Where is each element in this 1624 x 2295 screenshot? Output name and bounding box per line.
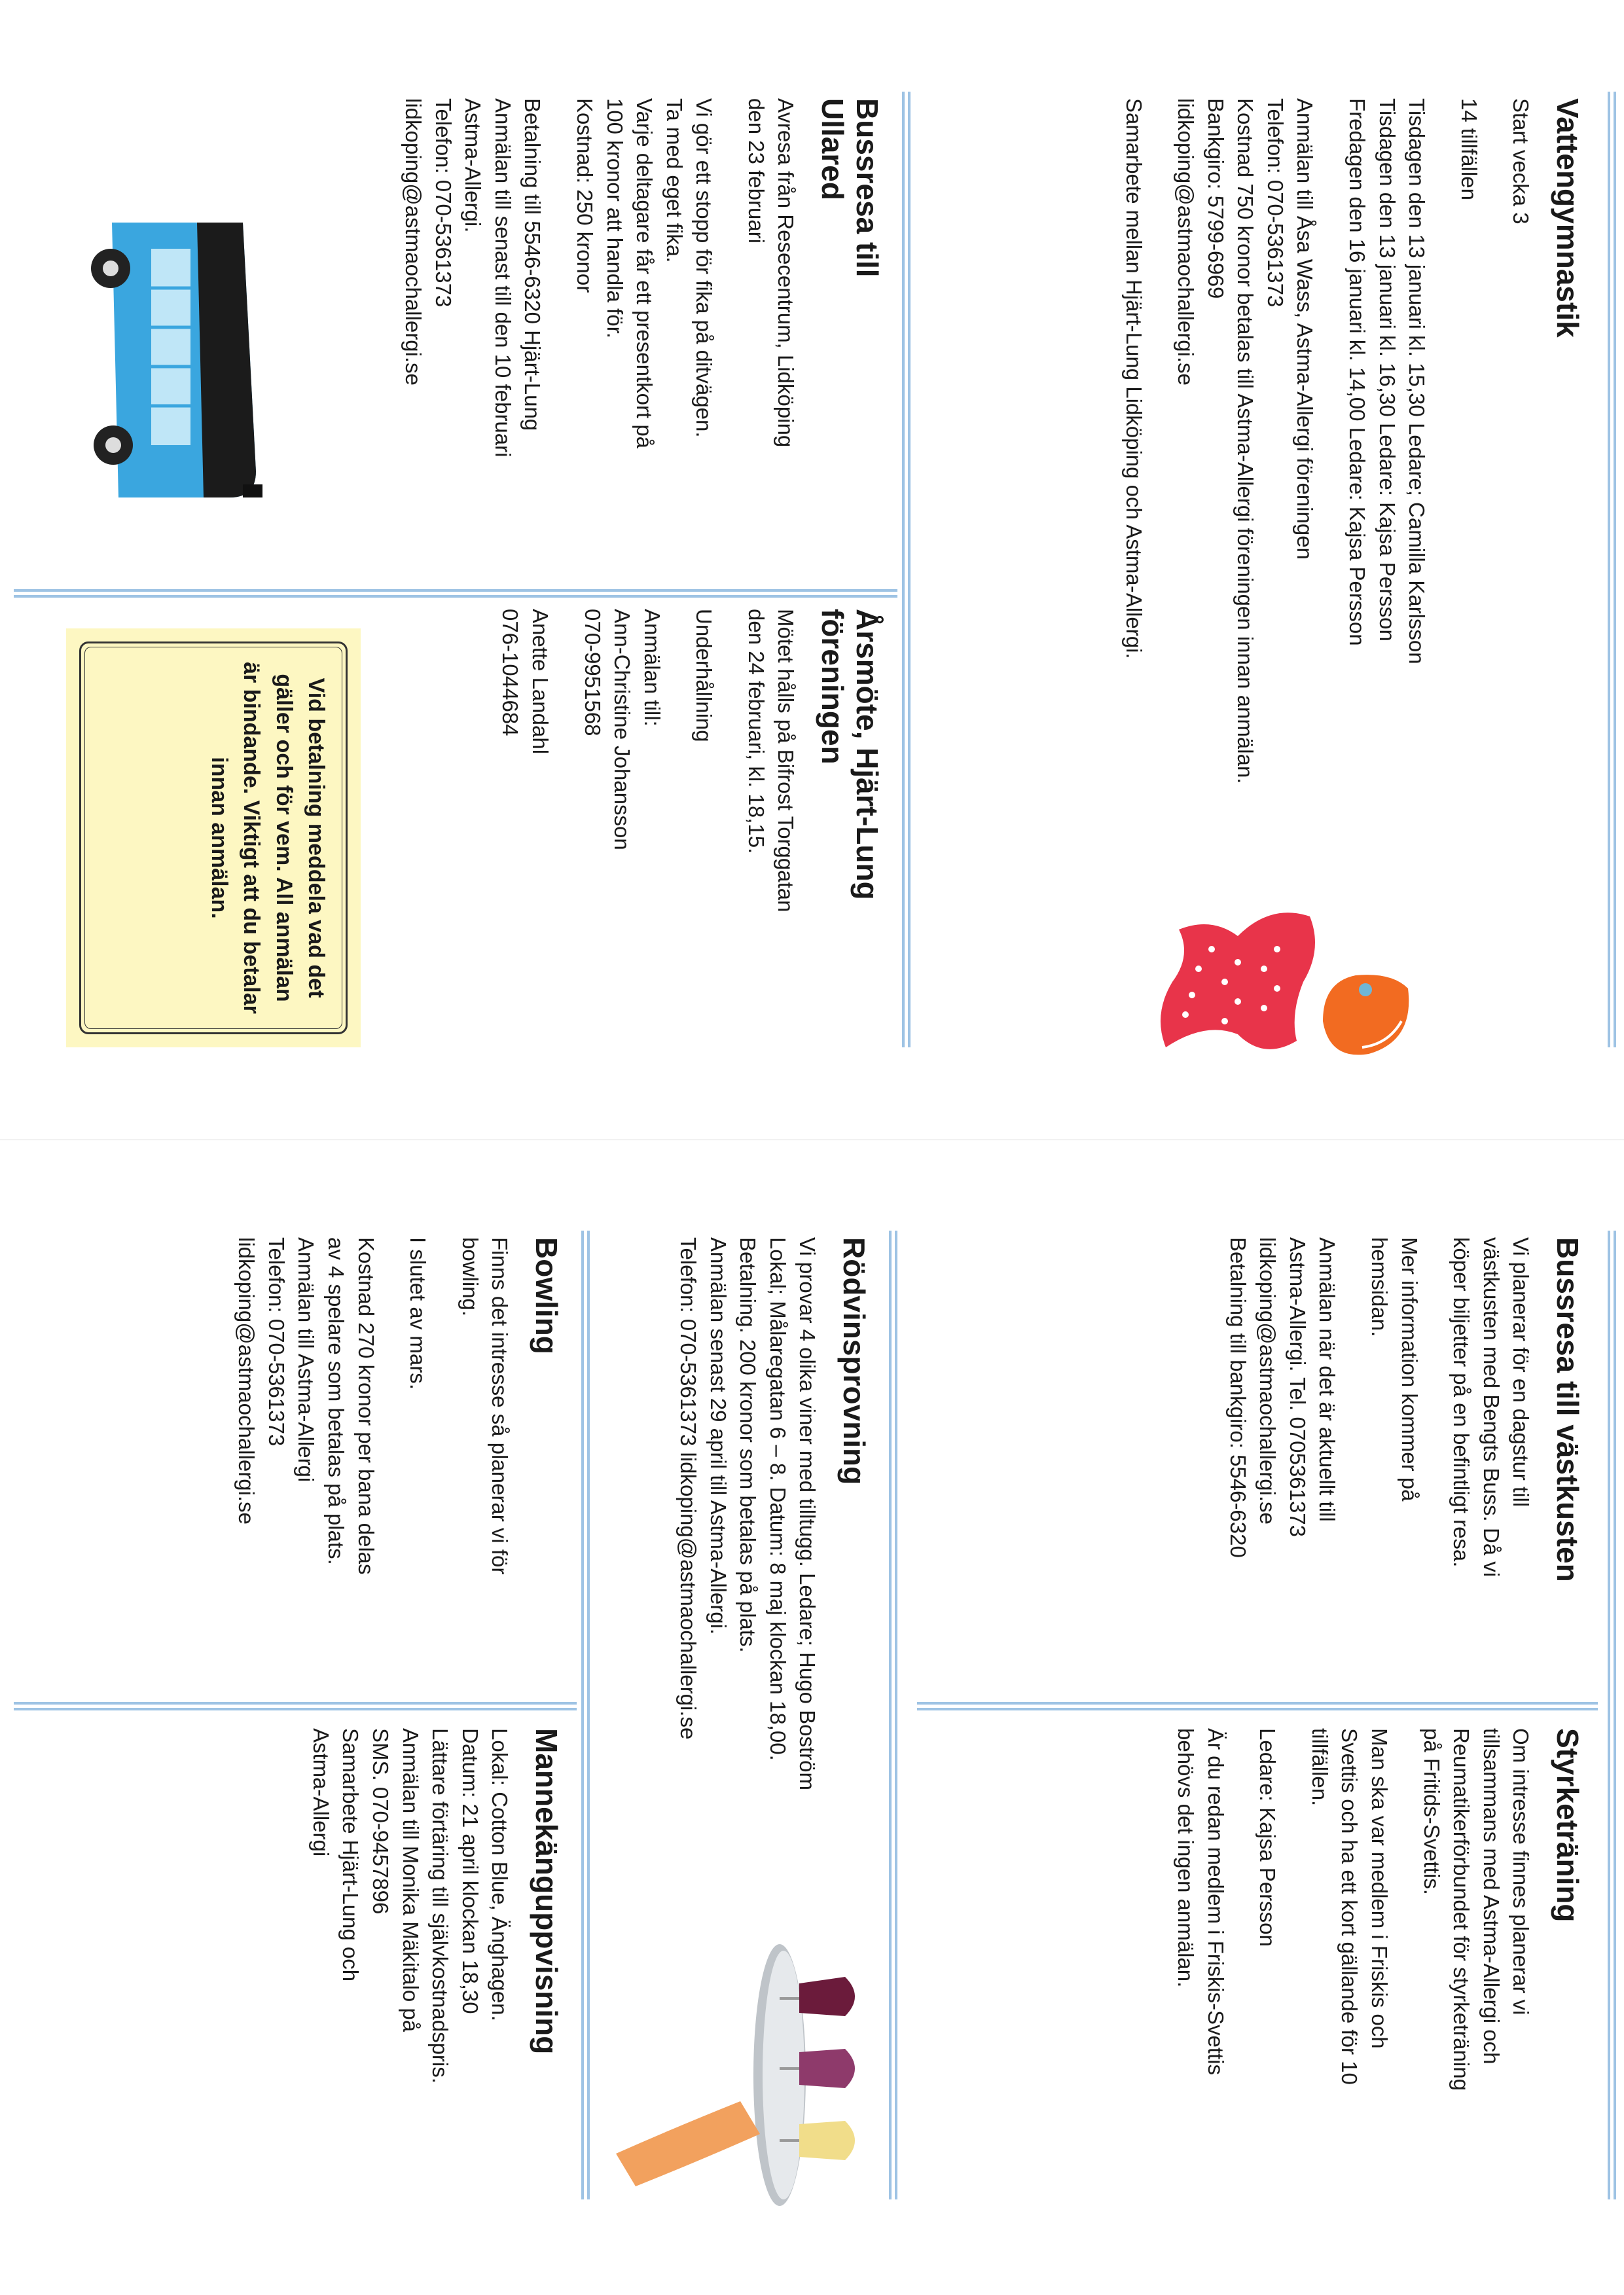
swim-cap-icon [1323, 975, 1409, 1055]
vattengymnastik-p1: Start vecka 3 [1509, 98, 1534, 225]
rule-lower-right [581, 1231, 590, 2199]
vattengymnastik-p4: Anmälan till Åsa Wass, Astma-Allergi föreningen Telefon: 070-5361373 Kostnad 750 kronor betalas till Astma-Allergi föreningen innan anmälan. Bankgiro: 5799-6969 lidkoping@astmaochallergi.se [1174, 98, 1318, 784]
section-rodvinsprovning [673, 1237, 871, 1957]
rule-top-left [1608, 92, 1616, 1047]
vattengymnastik-p2: 14 tillfällen [1456, 98, 1481, 200]
bus-icon [91, 223, 262, 497]
vrule-left [14, 589, 897, 598]
vattengymnastik-p5: Samarbete mellan Hjärt-Lung Lidköping och Astma-Allergi. [1121, 98, 1146, 659]
rule-mid-left [902, 92, 911, 1047]
bowling-p1: Finns det intresse så planerar vi för bowling. [458, 1237, 513, 1575]
styrketraning-p1: Om intresse finnes planerar vi tillsammans med Astma-Allergi och Reumatikerförbundet för styrketräning på Fritids-Svettis. [1419, 1728, 1534, 2091]
vastkusten-p1: Vi planerar för en dagstur till västkusten med Bengts Buss. Då vi köper biljetter på en befintligt resa. [1449, 1237, 1534, 1578]
vastkusten-p3: Anmälan när det är aktuellt till Astma-Allergi. Tel. 0705361373 lidkoping@astmaochallergi.se Betalning till bankgiro: 5546-6320 [1225, 1237, 1340, 1558]
wine-tray-icon [616, 1944, 855, 2206]
fold-line [0, 1139, 1624, 1140]
bus-illustration [86, 209, 282, 511]
arsmote-title: Årsmöte, Hjärt-Lung föreningen [816, 609, 884, 900]
vastkusten-p2: Mer information kommer på hemsidan. [1367, 1237, 1422, 1502]
swimsuit-icon [1161, 913, 1315, 1049]
arsmote-p3: Anmälan till: Ann-Christine Johansson 070-9951568 [580, 609, 664, 850]
ullared-p3: Betalning till 5546-6320 Hjärt-Lung Anmälan till senast till den 10 februari Astma-Allergi. Telefon: 070-5361373 lidkoping@astmaochallergi.se [401, 98, 545, 458]
vrule-right-bottom [14, 1702, 577, 1710]
arsmote-p2: Underhållning [692, 609, 717, 742]
section-arsmote [496, 609, 884, 1041]
rodvinsprovning-title: Rödvinsprovning [837, 1237, 871, 1485]
arsmote-p4: Anette Landahl 076-1044684 [498, 609, 553, 755]
bowling-p3: Kostnad 270 kronor per bana delas av 4 spelare som betalas på plats. Anmälan till Astma-Allergi Telefon: 070-5361373 lidkoping@astmaochallergi.se [234, 1237, 378, 1575]
vattengymnastik-title: Vattengymnastik [1551, 98, 1585, 338]
section-bowling [232, 1237, 564, 1695]
rule-mid-right [889, 1231, 897, 2199]
vattengymnastik-p3: Tisdagen den 13 januari kl. 15,30 Ledare; Camilla Karlsson Tisdagen den 13 januari kl. 16,30 Ledare: Kajsa Persson Fredagen den 16 januari kl. 14,00 Ledare: Kajsa Persson [1344, 98, 1430, 664]
mannekang-title: Mannekänguppvisning [530, 1728, 564, 2055]
styrketraning-title: Styrketräning [1551, 1728, 1585, 1923]
ullared-p1: Avresa från Resecentrum, Lidköping den 23 februari [744, 98, 799, 448]
rule-top-right [1608, 1231, 1616, 2199]
bowling-p2: I slutet av mars. [406, 1237, 431, 1390]
arsmote-p1: Mötet hålls på Bifrost Torggatan den 24 februari, kl. 18,15. [744, 609, 799, 913]
styrketraning-p3: Ledare: Kajsa Persson [1255, 1728, 1280, 1947]
ullared-title: Bussresa till Ullared [816, 98, 884, 278]
rodvinsprovning-p1: Vi provar 4 olika viner med tilltugg. Ledare; Hugo Boström Lokal; Målaregatan 6 – 8. Datum: 8 maj klockan 18,00. Betalning. 200 kronor som betalas på plats. Anmälan senast 29 april till Astma-Allergi. Telefon: 070-5361373 lidkoping@astmaochallergi.se [676, 1237, 820, 1790]
styrketraning-p2: Man ska var medlem i Friskis och Svettis och ha ett kort gällande för 10 tillfällen. [1307, 1728, 1392, 2085]
styrketraning-p4: Är du redan medlem i Friskis-Svettis behövs det ingen anmälan. [1174, 1728, 1228, 2075]
section-styrketraning [1171, 1728, 1585, 2199]
section-bussresa-ullared [399, 98, 884, 576]
wine-tray-illustration [609, 1938, 871, 2213]
swimsuit-illustration [1153, 890, 1428, 1074]
section-mannekang [306, 1728, 564, 2199]
mannekang-p1: Lokal: Cotton Blue, Änghagen. Datum: 21 april klockan 18,30 Lättare förtäring till självkostnadspris. Anmälan till Monika Mäkitalo på SMS. 070-9457896 Samarbete Hjärt-Lung och Astma-Allergi [308, 1728, 513, 2084]
vrule-right-top [917, 1702, 1598, 1710]
ullared-p2: Vi gör ett stopp för fika på ditvägen. Ta med eget fika. Varje deltagare får ett presentkort på 100 kronor att handla för. Kostnad: 250 kronor [573, 98, 717, 449]
payment-notice [66, 628, 361, 1047]
section-bussresa-vastkusten [1223, 1237, 1585, 1695]
payment-notice-text: Vid betalning meddela vad det gäller och för vem. All anmälan är bindande. Viktigt att du betalar innan anmälan. [207, 662, 329, 1014]
bowling-title: Bowling [530, 1237, 564, 1354]
vastkusten-title: Bussresa till västkusten [1551, 1237, 1585, 1582]
